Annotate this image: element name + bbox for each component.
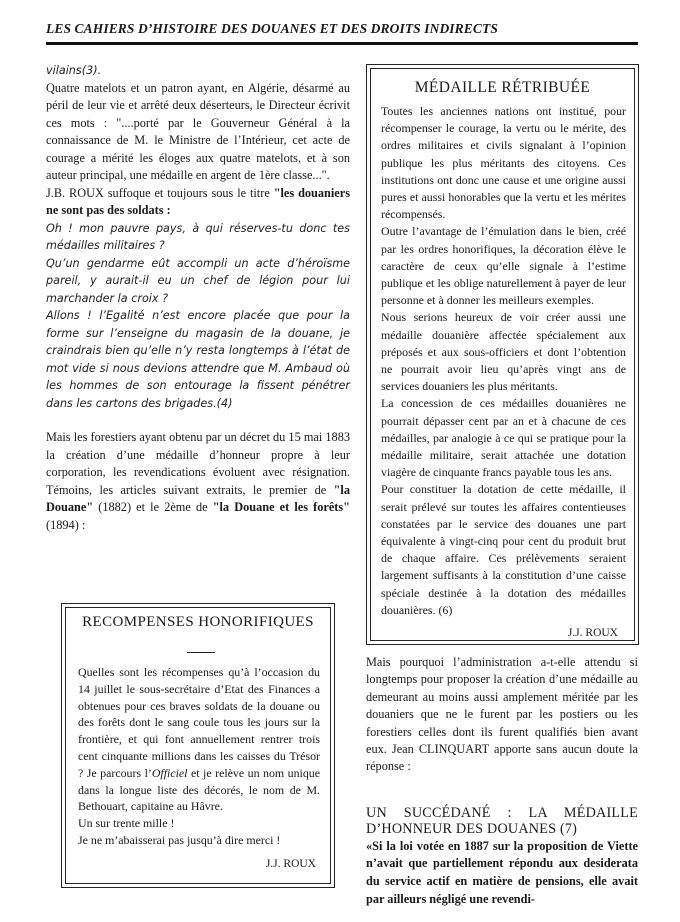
medaille-paragraph: Pour constituer la dotation de cette médaille, il serait prélevé sur toutes les affaires contentieuses constatées par le service des douanes une part équivalente à vingt-cinq pour cent du produit brut de chaque affaire. Ces prélèvements seraient largement suffisants à la constitution d’une caisse spéciale destinée à la dotation des médailles douanières. (6) bbox=[381, 482, 626, 617]
medaille-box-inner-frame bbox=[370, 68, 635, 641]
medaille-paragraph: La concession de ces médailles douanières ne pourrait dépasser cent par an et à chacune de ces médailles, par analogie à ce qui se pratique pour la médaille militaire, serait attachée une dotation viagère de cinquante francs payable tous les ans. bbox=[381, 396, 626, 480]
medaille-box-title: MÉDAILLE RÉTRIBUÉE bbox=[414, 79, 591, 96]
right-column bbox=[366, 654, 638, 908]
recompenses-line-merci: Je ne m’abaisserai pas jusqu’à dire merci ! bbox=[78, 832, 281, 847]
quote-pays: Oh ! mon pauvre pays, à qui réserves-tu donc tes médailles militaires ? bbox=[46, 221, 350, 252]
paragraph-matelots: Quatre matelots et un patron ayant, en Algérie, désarmé au péril de leur vie et arrêté deux déserteurs, le Directeur écrivit ces mots : "....porté par le Gouverneur Général à la connaissance de M. le Ministre de l’Intérieur, cet acte de courage a mérité les éloges aux quatre matelots, et à son auteur principal, une médaille en argent de 1ère classe...". bbox=[46, 80, 350, 182]
paragraph-vilains: vilains(3). bbox=[46, 64, 102, 77]
recompenses-signature: J.J. ROUX bbox=[265, 858, 316, 870]
left-column bbox=[46, 62, 350, 534]
recompenses-line-trente-mille: Un sur trente mille ! bbox=[78, 816, 175, 831]
header-rule bbox=[46, 42, 638, 45]
roux-intro-text: J.B. ROUX suffoque et toujours sous le titre bbox=[46, 185, 274, 200]
forestiers-text-1: Mais les forestiers ayant obtenu par un décret du 15 mai 1883 la création d’une médaille d’honneur propre à leur corporation, les revendications évoluent avec résignation. Témoins, les articles suivant extraits, le premier de bbox=[46, 430, 350, 497]
medaille-paragraph: Nous serions heureux de voir créer aussi une médaille douanière affectée spécialement aux préposés et aux sous-officiers et dont l’obtention ne pourrait avoir lieu qu’après vingt ans de services douaniers les plus méritants. bbox=[381, 310, 626, 394]
recompenses-paragraph bbox=[78, 664, 320, 815]
running-header: LES CAHIERS D’HISTOIRE DES DOUANES ET DES DROITS INDIRECTS bbox=[46, 21, 498, 36]
medaille-retribuee-box bbox=[366, 64, 639, 645]
forestiers-text-2: (1882) et le 2ème de bbox=[93, 500, 213, 514]
medaille-signature: J.J. ROUX bbox=[567, 627, 618, 640]
medaille-paragraph: Outre l’avantage de l’émulation dans le bien, créé par les ordres honorifiques, la décoration élève le caractère de ceux qu’elle signale à l’estime publique et les oblige naturellement à payer de leur personne et à donner les meilleurs exemples. bbox=[381, 224, 626, 308]
recompenses-text-1: Quelles sont les récompenses qu’à l’occasion du 14 juillet le sous-secrétaire d’Etat des Finances a obtenues pour ces braves soldats de la douane ou des forêts dont le sang coule tous les jours sur la frontière, et qui font annuellement rentrer trois cent cinquante millions dans les caisses du Trésor ? Je parcours l’ bbox=[78, 665, 320, 780]
recompenses-box-inner-frame bbox=[65, 607, 331, 884]
recompenses-title-rule bbox=[187, 652, 215, 653]
quote-egalite: Allons ! l’Egalité n’est encore placée que pour la forme sur l’enseigne du magasin de la douane, je craindrais bien qu’elle n’y resta longtemps à l’état de mot vide si nous devions attendre que M. Ambaud où les hommes de son entourage la fissent pénétrer dans les cartons des brigades.(4) bbox=[46, 309, 350, 410]
officiel-italic: Officiel bbox=[151, 765, 188, 780]
paragraph-administration: Mais pourquoi l’administration a-t-elle attendu si longtemps pour proposer la création d’une médaille au demeurant au moins aussi amplement méritée par les douaniers que ne le furent par les postiers ou les forestiers celles dont ils furent qualifiés bien avant eux. Jean CLINQUART apporte sans aucun doute la réponse : bbox=[366, 655, 638, 774]
medaille-paragraph: Toutes les anciennes nations ont institué, pour récompenser le courage, la vertu ou le mérite, des ordres militaires et civils signalant à l’opinion publique les plus méritants des citoyens. Ces institutions ont donc une cause et une origine aussi pures et aussi honorables que la vertu et les mérites récompensés. bbox=[381, 104, 626, 222]
roux-intro-title: "les douaniers ne sont pas des soldats : bbox=[46, 185, 351, 217]
quote-gendarme: Qu’un gendarme eût accompli un acte d’héroïsme pareil, y aurait-il eu un chef de légion pour lui marchander la croix ? bbox=[46, 256, 350, 305]
recompenses-text-2: et je relève un nom unique dans la longue liste des décorés, le nom de M. Bethouart, capitaine au Hâvre. bbox=[78, 765, 320, 814]
medaille-box-body bbox=[381, 103, 626, 642]
forestiers-title-2: "la Douane et les forêts" bbox=[212, 500, 350, 514]
recompenses-box-body bbox=[78, 664, 320, 849]
paragraph-forestiers bbox=[46, 429, 350, 534]
forestiers-title-1: "la Douane" bbox=[46, 482, 350, 514]
paragraph-roux-intro bbox=[46, 185, 350, 220]
recompenses-honorifiques-box bbox=[61, 603, 335, 888]
recompenses-box-title: RECOMPENSES HONORIFIQUES bbox=[82, 614, 314, 630]
quote-viette: «Si la loi votée en 1887 sur la proposition de Viette n’avait que partiellement répondu aux desiderata du service actif en matière de pensions, elle avait par ailleurs négligé une revendi- bbox=[366, 838, 638, 906]
section-subheading: UN SUCCÉDANÉ : LA MÉDAILLE D’HONNEUR DES DOUANES (7) bbox=[366, 804, 638, 838]
forestiers-text-3: (1894) : bbox=[46, 517, 86, 532]
